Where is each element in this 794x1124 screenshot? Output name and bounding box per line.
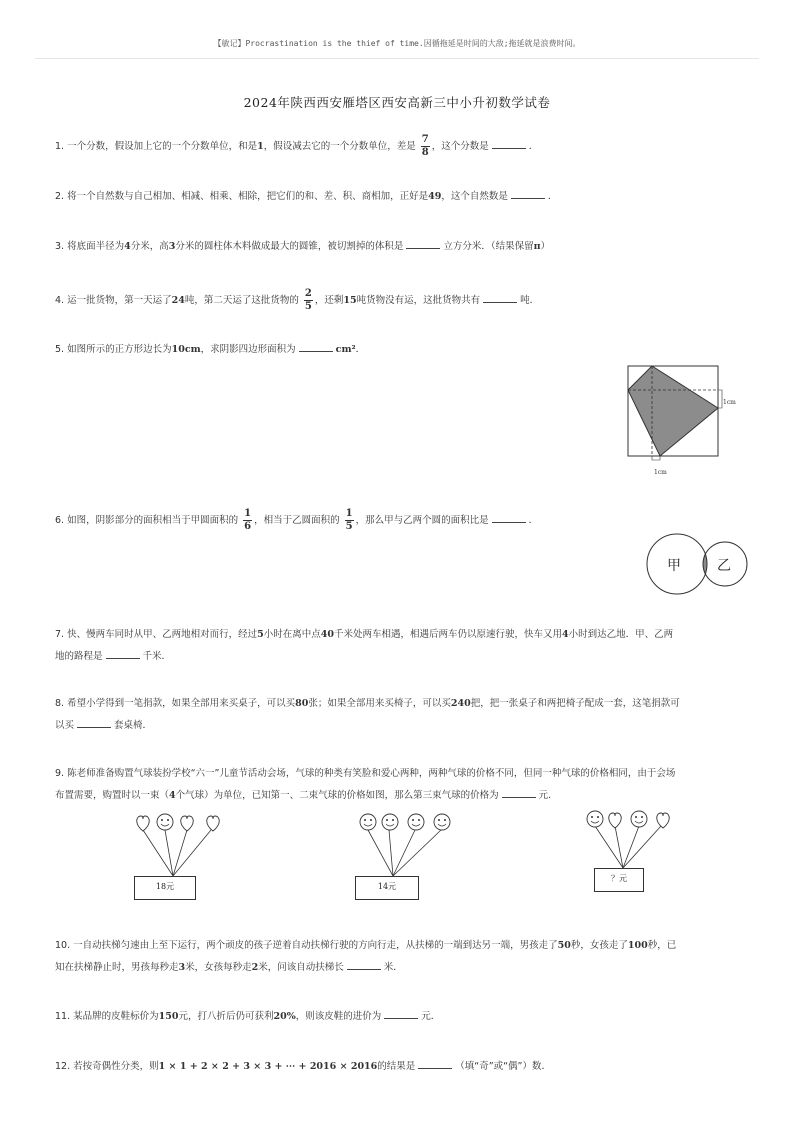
fraction: $\frac{7}{8}$ [421, 134, 429, 158]
question-6: 6. 如图，阴影部分的面积相当于甲圆面积的 $\frac{1}{6}$ ，相当于乙圆面积的 $\frac{1}{5}$ ，那么甲与乙两个圆的面积比是 ． [55, 508, 539, 532]
smiley-icon [360, 814, 376, 830]
question-11: 11. 某品牌的皮鞋标价为150元，打八折后仍可获利20%，则该皮鞋的进价为 元． [55, 1006, 745, 1028]
answer-blank[interactable] [299, 340, 333, 352]
circle-yi-label: 乙 [717, 558, 731, 574]
smiley-icon [408, 814, 424, 830]
question-3: 3. 将底面半径为4分米，高3分米的圆柱体木料做成最大的圆锥，被切割掉的体积是 立方分米．（结果保留π） [55, 236, 745, 258]
answer-blank[interactable] [106, 647, 140, 659]
answer-blank[interactable] [511, 187, 545, 199]
question-7: 7. 快、慢两车同时从甲、乙两地相对而行，经过5小时在离中点40千米处两车相遇，相遇后两车仍以原速行驶，快车又用4小时到达乙地．甲、乙两 地的路程是 千米． [55, 629, 674, 662]
smiley-icon [382, 814, 398, 830]
heart-icon [609, 813, 622, 828]
answer-blank[interactable] [406, 237, 440, 249]
question-9: 9. 陈老师准备购置气球装扮学校“六一”儿童节活动会场，气球的种类有笑脸和爱心两种，两种气球的价格不同，但同一种气球的价格相同，由于会场 布置需要，购置时以一束（4个气球）为单位，已知第一、二束气球的价格如图，那么第三束气球的价格为 元. [55, 768, 676, 801]
answer-blank[interactable] [77, 716, 111, 728]
heart-icon [657, 813, 670, 828]
price-tag-3: ？元 [594, 868, 644, 892]
question-12: 12. 若按奇偶性分类，则1 × 1 + 2 × 2 + 3 × 3 + ⋯ + 2016 × 2016的结果是 （填“奇”或“偶”）数． [55, 1056, 745, 1078]
heart-icon [181, 816, 194, 831]
answer-blank[interactable] [483, 291, 517, 303]
answer-blank[interactable] [384, 1007, 418, 1019]
balloon-bunch-2 [360, 814, 450, 876]
balloon-bunch-3 [587, 811, 669, 868]
answer-blank[interactable] [492, 137, 526, 149]
answer-blank[interactable] [502, 786, 536, 798]
square-shaded-figure [616, 360, 746, 482]
question-4: 4. 运一批货物，第一天运了24吨，第二天运了这批货物的 $\frac{2}{5}$ ，还剩15吨货物没有运，这批货物共有 吨． [55, 288, 540, 312]
fraction: $\frac{1}{5}$ [345, 508, 353, 532]
smiley-icon [157, 814, 173, 830]
smiley-icon [631, 811, 647, 827]
overlapping-circles-figure [645, 528, 750, 600]
fraction: $\frac{1}{6}$ [244, 508, 252, 532]
question-1: 1. 一个分数，假设加上它的一个分数单位，和是1，假设减去它的一个分数单位，差是 $\frac{7}{8}$ ，这个分数是 ． [55, 134, 539, 158]
question-10: 10. 一自动扶梯匀速由上至下运行，两个顽皮的孩子逆着自动扶梯行驶的方向行走，从扶梯的一端到达另一端，男孩走了50秒，女孩走了100秒，已 知在扶梯静止时，男孩每秒走3米，女孩每秒走2米，问该自动扶梯长 米． [55, 940, 677, 973]
circle-jia-label: 甲 [667, 558, 681, 574]
heart-icon [137, 816, 150, 831]
answer-blank[interactable] [492, 511, 526, 523]
price-tag-2: 14元 [355, 876, 419, 900]
balloon-bunch-1 [137, 814, 220, 876]
smiley-icon [434, 814, 450, 830]
question-2: 2. 将一个自然数与自己相加、相减、相乘、相除，把它们的和、差、积、商相加，正好是49，这个自然数是 ． [55, 186, 745, 208]
fraction: $\frac{2}{5}$ [304, 288, 312, 312]
header-divider [35, 58, 759, 59]
answer-blank[interactable] [347, 958, 381, 970]
heart-icon [207, 816, 220, 831]
question-8: 8. 希望小学得到一笔捐款，如果全部用来买桌子，可以买80张；如果全部用来买椅子，可以买240把，把一张桌子和两把椅子配成一套，这笔捐款可 以买 套桌椅． [55, 698, 680, 731]
label-1cm-bottom: 1cm [654, 469, 667, 476]
page-title: 2024年陕西西安雁塔区西安高新三中小升初数学试卷 [243, 95, 551, 110]
question-5: 5. 如图所示的正方形边长为10cm，求阴影四边形面积为 cm²． [55, 339, 745, 361]
answer-blank[interactable] [418, 1057, 452, 1069]
smiley-icon [587, 811, 603, 827]
price-tag-1: 18元 [134, 876, 196, 900]
label-1cm-right: 1cm [723, 399, 736, 406]
header-quote: 【敏记】Procrastination is the thief of time.因循拖延是时间的大敌;拖延就是浪费时间。 [213, 39, 581, 48]
